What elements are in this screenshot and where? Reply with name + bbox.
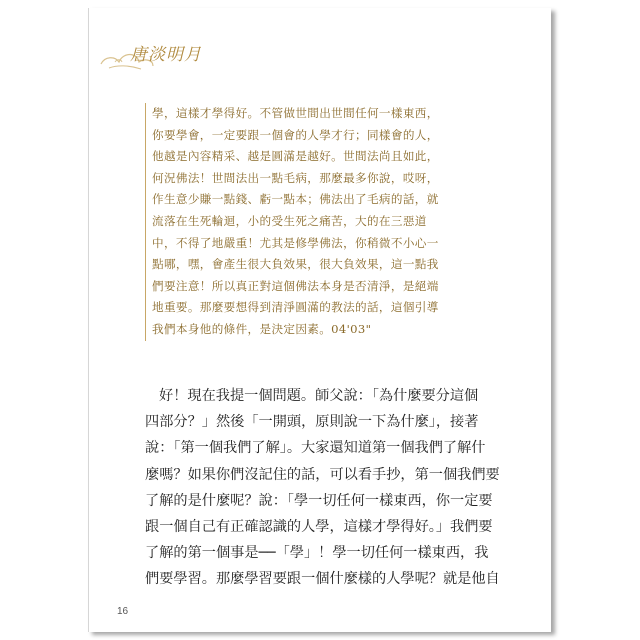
quote-line: 你要學會，一定要跟一個會的人學才行；同樣會的人， bbox=[152, 127, 439, 142]
body-line: 了解的是什麼呢？說：「學一切任何一樣東西，你一定要 bbox=[145, 492, 493, 509]
quote-line: 們要注意！所以真正對這個佛法本身是否清淨，是絕端 bbox=[152, 278, 439, 293]
logo-title: 唐淡明月 bbox=[130, 45, 202, 65]
quote-line: 流落在生死輪迴，小的受生死之痛苦，大的在三惡道 bbox=[152, 213, 427, 228]
quote-line: 作生意少賺一點錢、虧一點本；佛法出了毛病的話，就 bbox=[152, 192, 439, 207]
body-line: 說：「第一個我們了解」。大家還知道第一個我們了解什 bbox=[145, 440, 486, 457]
body-line: 四部分？」然後「一開頭，原則說一下為什麼」，接著 bbox=[145, 414, 479, 431]
quote-line: 地重要。那麼要想得到清淨圓滿的教法的話，這個引導 bbox=[152, 300, 439, 315]
book-page bbox=[88, 8, 551, 632]
quote-line: 點哪，嘿，會產生很大負效果，很大負效果，這一點我 bbox=[152, 257, 439, 272]
body-line: 麼嗎？如果你們沒記住的話，可以看手抄，第一個我們要 bbox=[145, 466, 500, 483]
header-logo bbox=[95, 38, 215, 78]
quote-line: 學，這樣才學得好。不管做世間出世間任何一樣東西， bbox=[152, 106, 439, 120]
quote-line: 我們本身他的條件，是決定因素。04'03" bbox=[152, 321, 372, 336]
body-line: 跟一個自己有正確認識的人學，這樣才學得好。」我們要 bbox=[145, 519, 493, 536]
quote-line: 他越是內容精采、越是圓滿是越好。世間法尚且如此， bbox=[152, 149, 439, 164]
quote-block bbox=[145, 103, 472, 341]
body-line: 們要學習。那麼學習要跟一個什麼樣的人學呢？就是他自 bbox=[145, 571, 500, 588]
quote-line: 中，不得了地嚴重！尤其是修學佛法，你稍微不小心一 bbox=[152, 235, 439, 250]
body-paragraph bbox=[145, 383, 500, 593]
body-line: 好！現在我提一個問題。師父說：「為什麼要分這個 bbox=[159, 388, 479, 404]
page-number: 16 bbox=[117, 606, 129, 617]
body-line: 了解的第一個事是──「學」！學一切任何一樣東西，我 bbox=[145, 545, 489, 562]
quote-line: 何況佛法！世間法出一點毛病，那麼最多你說，哎呀， bbox=[152, 170, 439, 185]
